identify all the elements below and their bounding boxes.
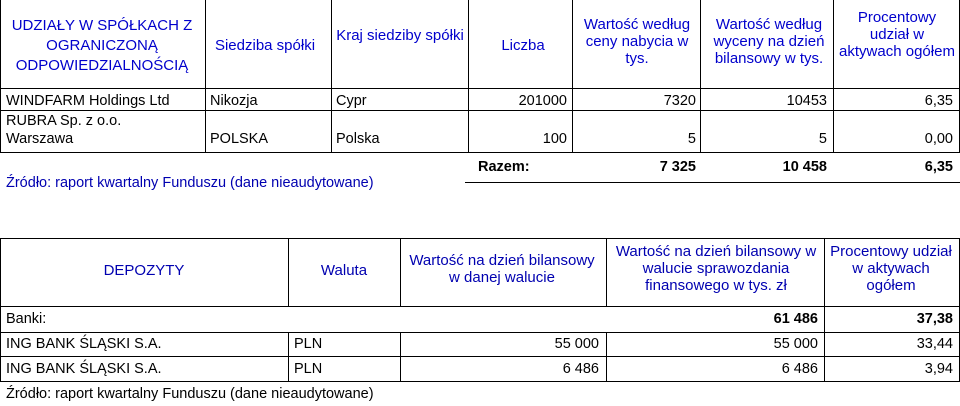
header-shares: UDZIAŁY W SPÓŁKACH Z OGRANICZONĄ ODPOWIEDZIALNOŚCIĄ: [11, 17, 193, 74]
row-count: 100: [542, 131, 567, 147]
row-bank: ING BANK ŚLĄSKI S.A.: [6, 361, 162, 377]
header-seat: Siedziba spółki: [214, 37, 316, 54]
total-label: Razem:: [478, 159, 530, 175]
total-cost: 7 325: [659, 159, 696, 175]
source-note: Źródło: raport kwartalny Funduszu (dane nieaudytowane): [6, 386, 374, 402]
header-share: Procentowy udział w aktywach ogółem: [830, 243, 952, 294]
row-cost: 5: [687, 131, 696, 147]
row-share: 3,94: [924, 361, 953, 377]
row-country: Polska: [336, 131, 380, 147]
row-name: WINDFARM Holdings Ltd: [6, 93, 170, 109]
row-valuation: 10453: [786, 93, 827, 109]
header-value-pln: Wartość na dzień bilansowy w walucie sprawozdania finansowego w tys. zł: [615, 243, 817, 294]
header-currency: Waluta: [320, 262, 368, 279]
header-value-currency: Wartość na dzień bilansowy w danej walucie: [409, 252, 595, 286]
row-seat: POLSKA: [210, 131, 269, 147]
header-valuation: Wartość według wyceny na dzień bilansowy w tys.: [713, 16, 825, 67]
header-cost: Wartość według ceny nabycia w tys.: [583, 16, 691, 67]
row-cost: 7320: [663, 93, 696, 109]
row-seat: Nikozja: [210, 93, 258, 109]
row-value-pln: 6 486: [781, 361, 818, 377]
source-note: Źródło: raport kwartalny Funduszu (dane nieaudytowane): [6, 175, 374, 191]
header-count: Liczba: [501, 37, 545, 54]
header-country: Kraj siedziby spółki: [336, 27, 464, 44]
row-share: 6,35: [924, 93, 953, 109]
row-bank: ING BANK ŚLĄSKI S.A.: [6, 336, 162, 352]
row-currency: PLN: [294, 361, 323, 377]
header-share: Procentowy udział w aktywach ogółem: [839, 9, 955, 60]
row-name-city: Warszawa: [6, 131, 74, 147]
row-currency: PLN: [294, 336, 323, 352]
header-deposits: DEPOZYTY: [103, 262, 185, 279]
group-share: 37,38: [916, 311, 953, 327]
total-valuation: 10 458: [782, 159, 827, 175]
row-value-currency: 6 486: [562, 361, 599, 377]
group-value: 61 486: [773, 311, 818, 327]
group-label: Banki:: [6, 311, 47, 327]
row-country: Cypr: [336, 93, 367, 109]
row-share: 0,00: [924, 131, 953, 147]
row-name: RUBRA Sp. z o.o.: [6, 113, 122, 129]
total-share: 6,35: [924, 159, 953, 175]
row-share: 33,44: [916, 336, 953, 352]
row-valuation: 5: [818, 131, 827, 147]
row-count: 201000: [518, 93, 567, 109]
row-value-currency: 55 000: [554, 336, 599, 352]
row-value-pln: 55 000: [773, 336, 818, 352]
